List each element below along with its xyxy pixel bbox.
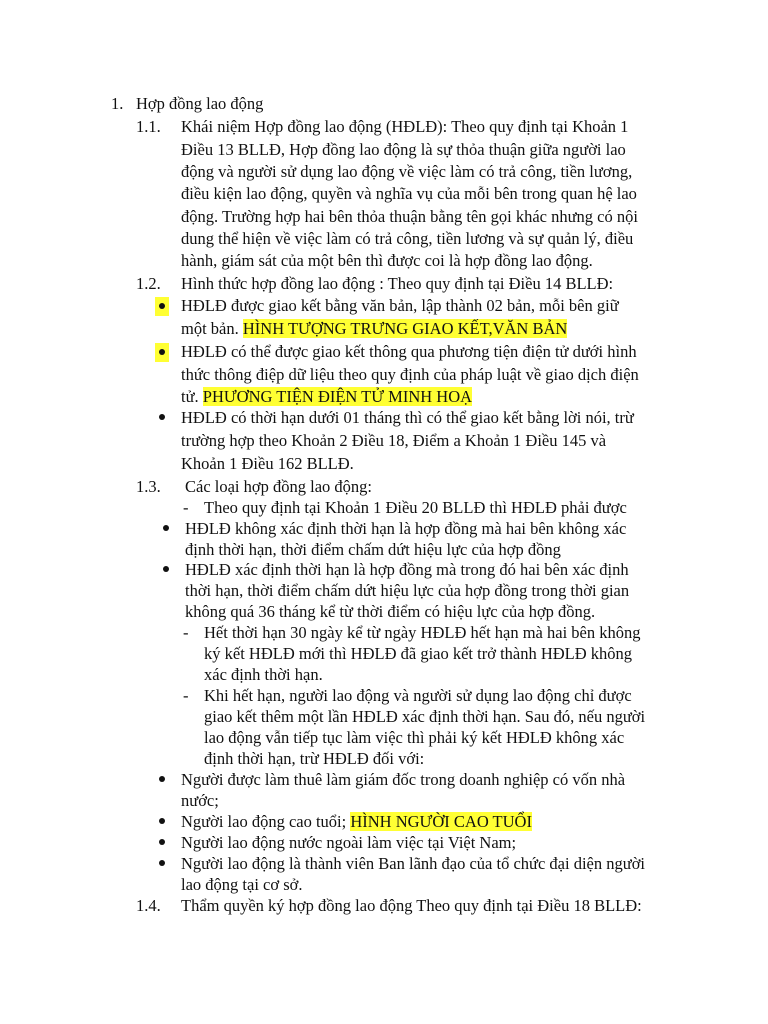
bullet-line: HĐLĐ được giao kết bằng văn bản, lập thành 02 bản, mỗi bên giữ (181, 296, 619, 315)
paragraph-line: dung thể hiện về việc làm có trả công, tiền lương và sự quản lý, điều (181, 229, 634, 248)
dash-marker: - (183, 623, 189, 642)
bullet-icon (159, 776, 165, 782)
bullet-line: thời hạn, thời điểm chấm dứt hiệu lực của hợp đồng trong thời gian (185, 581, 630, 600)
subsection-title: Hình thức hợp đồng lao động : Theo quy định tại Điều 14 BLLĐ: (181, 274, 614, 293)
bullet-line: Người lao động nước ngoài làm việc tại Việt Nam; (181, 833, 517, 852)
paragraph-line: Khái niệm Hợp đồng lao động (HĐLĐ): Theo quy định tại Khoản 1 (181, 117, 629, 136)
bullet-line: HĐLĐ không xác định thời hạn là hợp đồng mà hai bên không xác (185, 519, 627, 538)
subsection-number: 1.3. (136, 477, 161, 496)
subsection-number: 1.4. (136, 896, 161, 915)
subsection-number: 1.1. (136, 117, 161, 136)
dash-marker: - (183, 686, 189, 705)
dash-marker: - (183, 498, 189, 517)
subsection-title: Thẩm quyền ký hợp đồng lao động Theo quy định tại Điều 18 BLLĐ: (181, 896, 642, 915)
dash-line: định thời hạn, trừ HĐLĐ đối với: (204, 749, 425, 768)
bullet-icon (163, 566, 169, 572)
dash-line: ký kết HĐLĐ mới thì HĐLĐ đã giao kết trở thành HĐLĐ không (204, 644, 633, 663)
bullet-line: Khoản 1 Điều 162 BLLĐ. (181, 454, 354, 473)
bullet-line: Người được làm thuê làm giám đốc trong doanh nghiệp có vốn nhà (181, 770, 626, 789)
bullet-icon (159, 839, 165, 845)
paragraph-line: động. Trường hợp hai bên thỏa thuận bằng tên gọi khác nhưng có nội (181, 207, 638, 226)
dash-line: lao động vẫn tiếp tục làm việc thì phải ký kết HĐLĐ không xác (204, 728, 625, 747)
bullet-icon (159, 349, 165, 355)
dash-line: Theo quy định tại Khoản 1 Điều 20 BLLĐ thì HĐLĐ phải được (204, 498, 627, 517)
paragraph-line: điều kiện lao động, quyền và nghĩa vụ của mỗi bên trong quan hệ lao (181, 184, 637, 203)
bullet-text: Người lao động cao tuổi; (181, 812, 351, 831)
paragraph-line: Điều 13 BLLĐ, Hợp đồng lao động là sự thỏa thuận giữa người lao (181, 140, 626, 159)
bullet-line: định thời hạn, thời điểm chấm dứt hiệu lực của hợp đồng (185, 540, 561, 559)
bullet-line (181, 386, 472, 408)
section-number: 1. (111, 94, 124, 113)
bullet-icon (159, 860, 165, 866)
bullet-line: nước; (181, 791, 219, 810)
bullet-line: không quá 36 tháng kể từ thời điểm có hiệu lực của hợp đồng. (185, 602, 596, 621)
highlight-note: HÌNH NGƯỜI CAO TUỔI (350, 812, 532, 831)
bullet-icon (159, 303, 165, 309)
bullet-line (181, 318, 567, 340)
bullet-line: thức thông điệp dữ liệu theo quy định của pháp luật về giao dịch điện (181, 365, 639, 384)
bullet-line: lao động tại cơ sở. (181, 875, 303, 894)
section-title: Hợp đồng lao động (136, 94, 264, 113)
bullet-icon (159, 818, 165, 824)
bullet-line: trường hợp theo Khoản 2 Điều 18, Điểm a Khoản 1 Điều 145 và (181, 431, 607, 450)
highlight-note: HÌNH TƯỢNG TRƯNG GIAO KẾT,VĂN BẢN (242, 319, 568, 338)
highlight-note: PHƯƠNG TIỆN ĐIỆN TỬ MINH HOẠ (202, 387, 473, 406)
dash-line: xác định thời hạn. (204, 665, 323, 684)
bullet-text: tử. (181, 387, 203, 406)
bullet-line: Người lao động là thành viên Ban lãnh đạo của tổ chức đại diện người (181, 854, 645, 873)
paragraph-line: động và người sử dụng lao động về việc làm có trả công, tiền lương, (181, 162, 633, 181)
subsection-number: 1.2. (136, 274, 161, 293)
bullet-text: một bản. (181, 319, 243, 338)
dash-line: Hết thời hạn 30 ngày kể từ ngày HĐLĐ hết hạn mà hai bên không (204, 623, 641, 642)
subsection-title: Các loại hợp đồng lao động: (185, 477, 372, 496)
bullet-line (181, 811, 532, 833)
bullet-line: HĐLĐ có thời hạn dưới 01 tháng thì có thể giao kết bằng lời nói, trừ (181, 408, 634, 427)
dash-line: Khi hết hạn, người lao động và người sử dụng lao động chỉ được (204, 686, 632, 705)
bullet-line: HĐLĐ xác định thời hạn là hợp đồng mà trong đó hai bên xác định (185, 560, 629, 579)
bullet-icon (163, 525, 169, 531)
bullet-line: HĐLĐ có thể được giao kết thông qua phương tiện điện tử dưới hình (181, 342, 637, 361)
paragraph-line: hành, giám sát của một bên thì được coi là hợp đồng lao động. (181, 251, 593, 270)
dash-line: giao kết thêm một lần HĐLĐ xác định thời hạn. Sau đó, nếu người (204, 707, 646, 726)
bullet-icon (159, 414, 165, 420)
